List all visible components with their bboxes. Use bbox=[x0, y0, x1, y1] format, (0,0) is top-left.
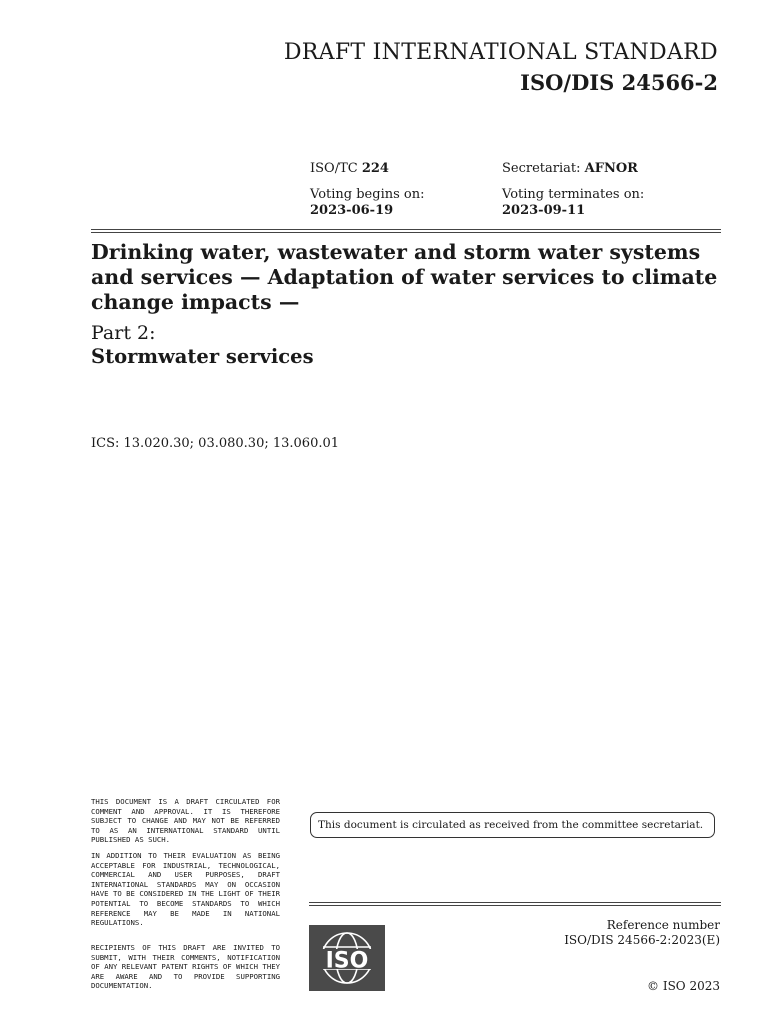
title-rule-bottom bbox=[91, 232, 721, 233]
footer-rule-top bbox=[309, 902, 721, 903]
footer-rule-bottom bbox=[309, 905, 721, 906]
voting-terminates-label: Voting terminates on: bbox=[502, 187, 645, 202]
logo-text: ISO bbox=[325, 948, 369, 974]
copyright: © ISO 2023 bbox=[647, 979, 720, 993]
secretariat-label: Secretariat: bbox=[502, 161, 581, 176]
disclaimer-patents: RECIPIENTS OF THIS DRAFT ARE INVITED TO SUBMIT, WITH THEIR COMMENTS, NOTIFICATION OF ANY RELEVANT PATENT RIGHTS OF WHICH THEY ARE AWARE AND TO PROVIDE SUPPORTING DOCUMENTATION. bbox=[91, 943, 280, 991]
ics-codes: ICS: 13.020.30; 03.080.30; 13.060.01 bbox=[91, 436, 340, 451]
reference-label: Reference number bbox=[606, 918, 720, 932]
secretariat-value: AFNOR bbox=[584, 161, 638, 176]
circulation-notice: This document is circulated as received from the committee secretariat. bbox=[310, 812, 715, 838]
tc-label: ISO/TC bbox=[310, 161, 358, 176]
document-status: DRAFT INTERNATIONAL STANDARD bbox=[283, 40, 718, 65]
part-number: Part 2: bbox=[91, 322, 156, 344]
standard-number: ISO/DIS 24566-2 bbox=[520, 70, 718, 95]
reference-number: ISO/DIS 24566-2:2023(E) bbox=[564, 933, 720, 947]
technical-committee bbox=[310, 161, 389, 177]
disclaimer-draft: THIS DOCUMENT IS A DRAFT CIRCULATED FOR COMMENT AND APPROVAL. IT IS THEREFORE SUBJECT TO CHANGE AND MAY NOT BE REFERRED TO AS AN INTERNATIONAL STANDARD UNTIL PUBLISHED AS SUCH. bbox=[91, 797, 280, 845]
voting-begins-label: Voting begins on: bbox=[310, 187, 425, 202]
document-title: Drinking water, wastewater and storm water systems and services — Adaptation of water services to climate change impacts — bbox=[91, 240, 718, 314]
disclaimer-evaluation: IN ADDITION TO THEIR EVALUATION AS BEING ACCEPTABLE FOR INDUSTRIAL, TECHNOLOGICAL, COMMERCIAL AND USER PURPOSES, DRAFT INTERNATIONAL STANDARDS MAY ON OCCASION HAVE TO BE CONSIDERED IN THE LIGHT OF THEIR POTENTIAL TO BECOME STANDARDS TO WHICH REFERENCE MAY BE MADE IN NATIONAL REGULATIONS. bbox=[91, 851, 280, 928]
title-rule-top bbox=[91, 229, 721, 230]
secretariat bbox=[502, 161, 638, 177]
voting-terminates bbox=[502, 187, 644, 219]
iso-logo bbox=[309, 925, 385, 991]
voting-begins-date: 2023-06-19 bbox=[310, 203, 394, 218]
voting-begins bbox=[310, 187, 424, 219]
tc-value: 224 bbox=[361, 161, 389, 176]
voting-terminates-date: 2023-09-11 bbox=[502, 203, 586, 218]
iso-globe-icon bbox=[309, 925, 385, 991]
part-title: Stormwater services bbox=[91, 345, 314, 368]
